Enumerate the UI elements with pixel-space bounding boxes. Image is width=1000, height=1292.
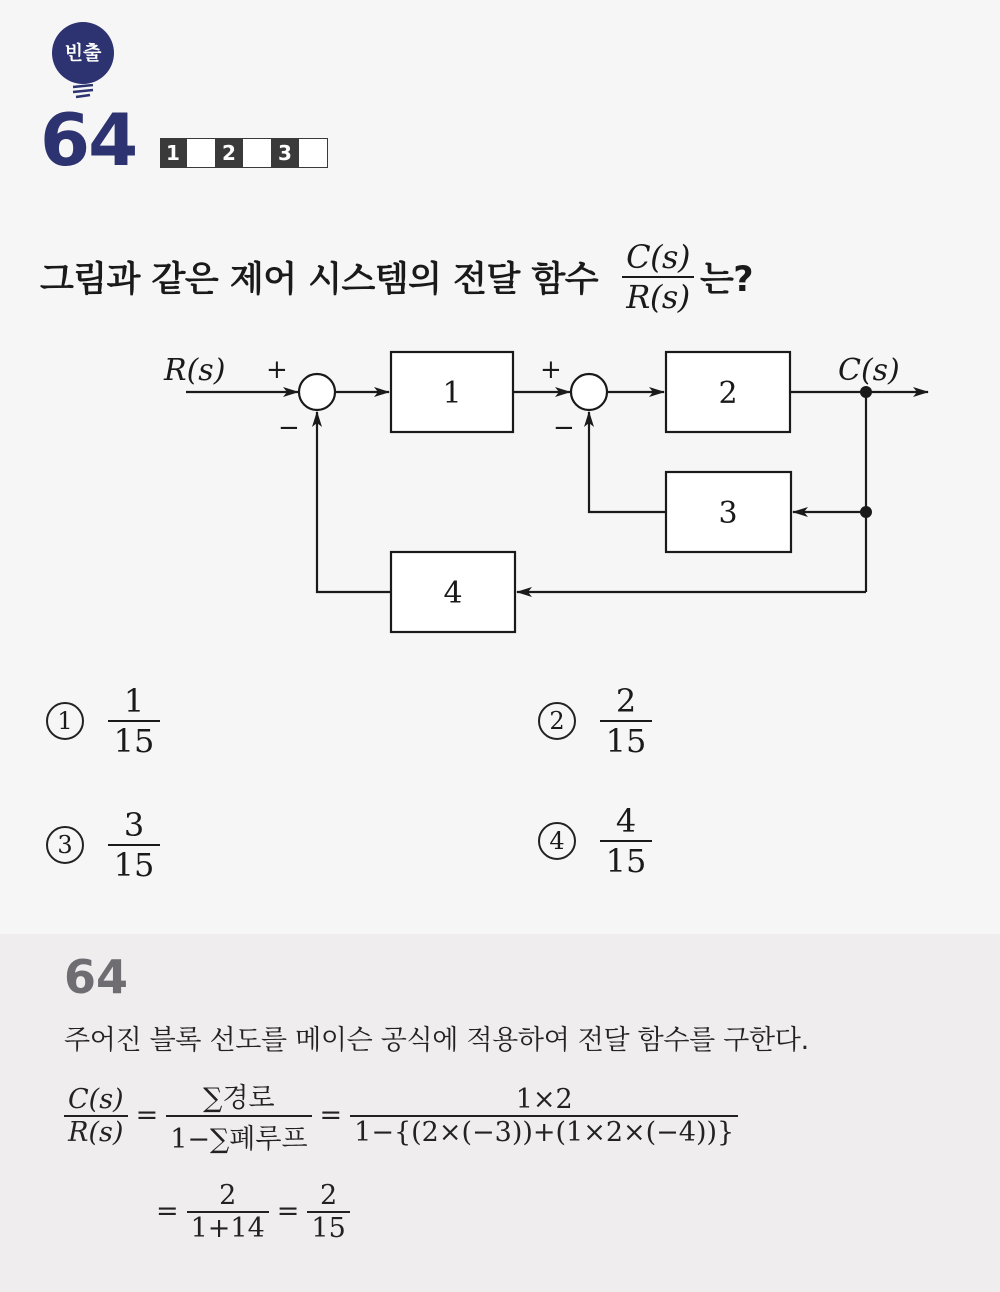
block-1-label: 1 xyxy=(442,376,462,411)
question-number: 64 xyxy=(40,98,137,182)
review-checkbox-3[interactable] xyxy=(298,138,328,168)
feedback-line xyxy=(317,412,391,592)
option-3-mark: 3 xyxy=(46,826,84,864)
transfer-function-fraction xyxy=(622,238,694,316)
option-1-denominator: 15 xyxy=(113,722,155,760)
lhs-fraction xyxy=(64,1084,128,1148)
result-fraction xyxy=(307,1180,349,1244)
question-text: 그림과 같은 제어 시스템의 전달 함수 xyxy=(40,260,599,300)
solution-text: 주어진 블록 선도를 메이슨 공식에 적용하여 전달 함수를 구한다. xyxy=(64,1025,809,1056)
option-2-denominator: 15 xyxy=(605,722,647,760)
simplified-fraction xyxy=(187,1180,269,1244)
mason-formula-fraction xyxy=(166,1076,311,1156)
lhs-numerator: C(s) xyxy=(68,1084,124,1115)
review-checkbox-1[interactable] xyxy=(186,138,216,168)
check-number-1: 1 xyxy=(160,138,186,168)
equals-sign: = xyxy=(135,1100,159,1132)
junction-2-plus: + xyxy=(540,355,562,385)
frequent-badge: 빈출 xyxy=(52,22,114,84)
takeoff-point xyxy=(860,506,872,518)
simplified-denominator: 1+14 xyxy=(190,1212,265,1244)
summing-junction-1 xyxy=(299,374,335,410)
block-2-label: 2 xyxy=(718,376,738,411)
block-4-label: 4 xyxy=(443,576,463,611)
option-2-numerator: 2 xyxy=(615,682,637,720)
lhs-denominator: R(s) xyxy=(68,1116,124,1148)
substituted-numerator: 1×2 xyxy=(515,1084,573,1115)
simplified-numerator: 2 xyxy=(219,1180,237,1211)
solution-equation-line-2 xyxy=(148,1180,350,1244)
formula-denominator: 1−∑폐루프 xyxy=(170,1123,308,1155)
fraction-denominator: R(s) xyxy=(626,278,690,316)
formula-numerator: ∑경로 xyxy=(203,1083,275,1114)
question-suffix: 는? xyxy=(699,260,754,300)
option-3-denominator: 15 xyxy=(113,846,155,884)
summing-junction-2 xyxy=(571,374,607,410)
option-1-fraction xyxy=(108,682,160,760)
option-1-numerator: 1 xyxy=(123,682,145,720)
option-4-denominator: 15 xyxy=(605,842,647,880)
check-number-2: 2 xyxy=(216,138,242,168)
block-3-label: 3 xyxy=(718,496,738,531)
option-2-mark: 2 xyxy=(538,702,576,740)
option-4-fraction xyxy=(600,802,652,880)
option-1-mark: 1 xyxy=(46,702,84,740)
junction-2-minus: − xyxy=(553,413,575,443)
input-label: R(s) xyxy=(164,353,226,388)
review-checkbox-2[interactable] xyxy=(242,138,272,168)
check-number-3: 3 xyxy=(272,138,298,168)
substituted-fraction xyxy=(350,1084,738,1148)
solution-number: 64 xyxy=(64,950,129,1004)
option-3-numerator: 3 xyxy=(123,806,145,844)
option-4-mark: 4 xyxy=(538,822,576,860)
solution-equation-line-1 xyxy=(64,1076,738,1156)
feedback-line xyxy=(589,412,666,512)
result-denominator: 15 xyxy=(311,1212,346,1244)
junction-1-minus: − xyxy=(278,413,300,443)
option-4-numerator: 4 xyxy=(615,802,637,840)
option-3[interactable] xyxy=(46,806,160,884)
block-diagram xyxy=(0,330,1000,650)
fraction-numerator: C(s) xyxy=(626,238,690,276)
question-stem xyxy=(40,238,753,316)
option-4[interactable] xyxy=(538,802,652,880)
output-label: C(s) xyxy=(838,353,900,388)
equals-sign: = xyxy=(276,1196,300,1228)
option-1[interactable] xyxy=(46,682,160,760)
option-2[interactable] xyxy=(538,682,652,760)
equals-sign: = xyxy=(156,1196,179,1228)
result-numerator: 2 xyxy=(320,1180,338,1211)
option-3-fraction xyxy=(108,806,160,884)
substituted-denominator: 1−{(2×(−3))+(1×2×(−4))} xyxy=(354,1116,735,1148)
junction-1-plus: + xyxy=(266,355,288,385)
option-2-fraction xyxy=(600,682,652,760)
equals-sign: = xyxy=(319,1100,343,1132)
review-checkboxes xyxy=(160,138,328,168)
